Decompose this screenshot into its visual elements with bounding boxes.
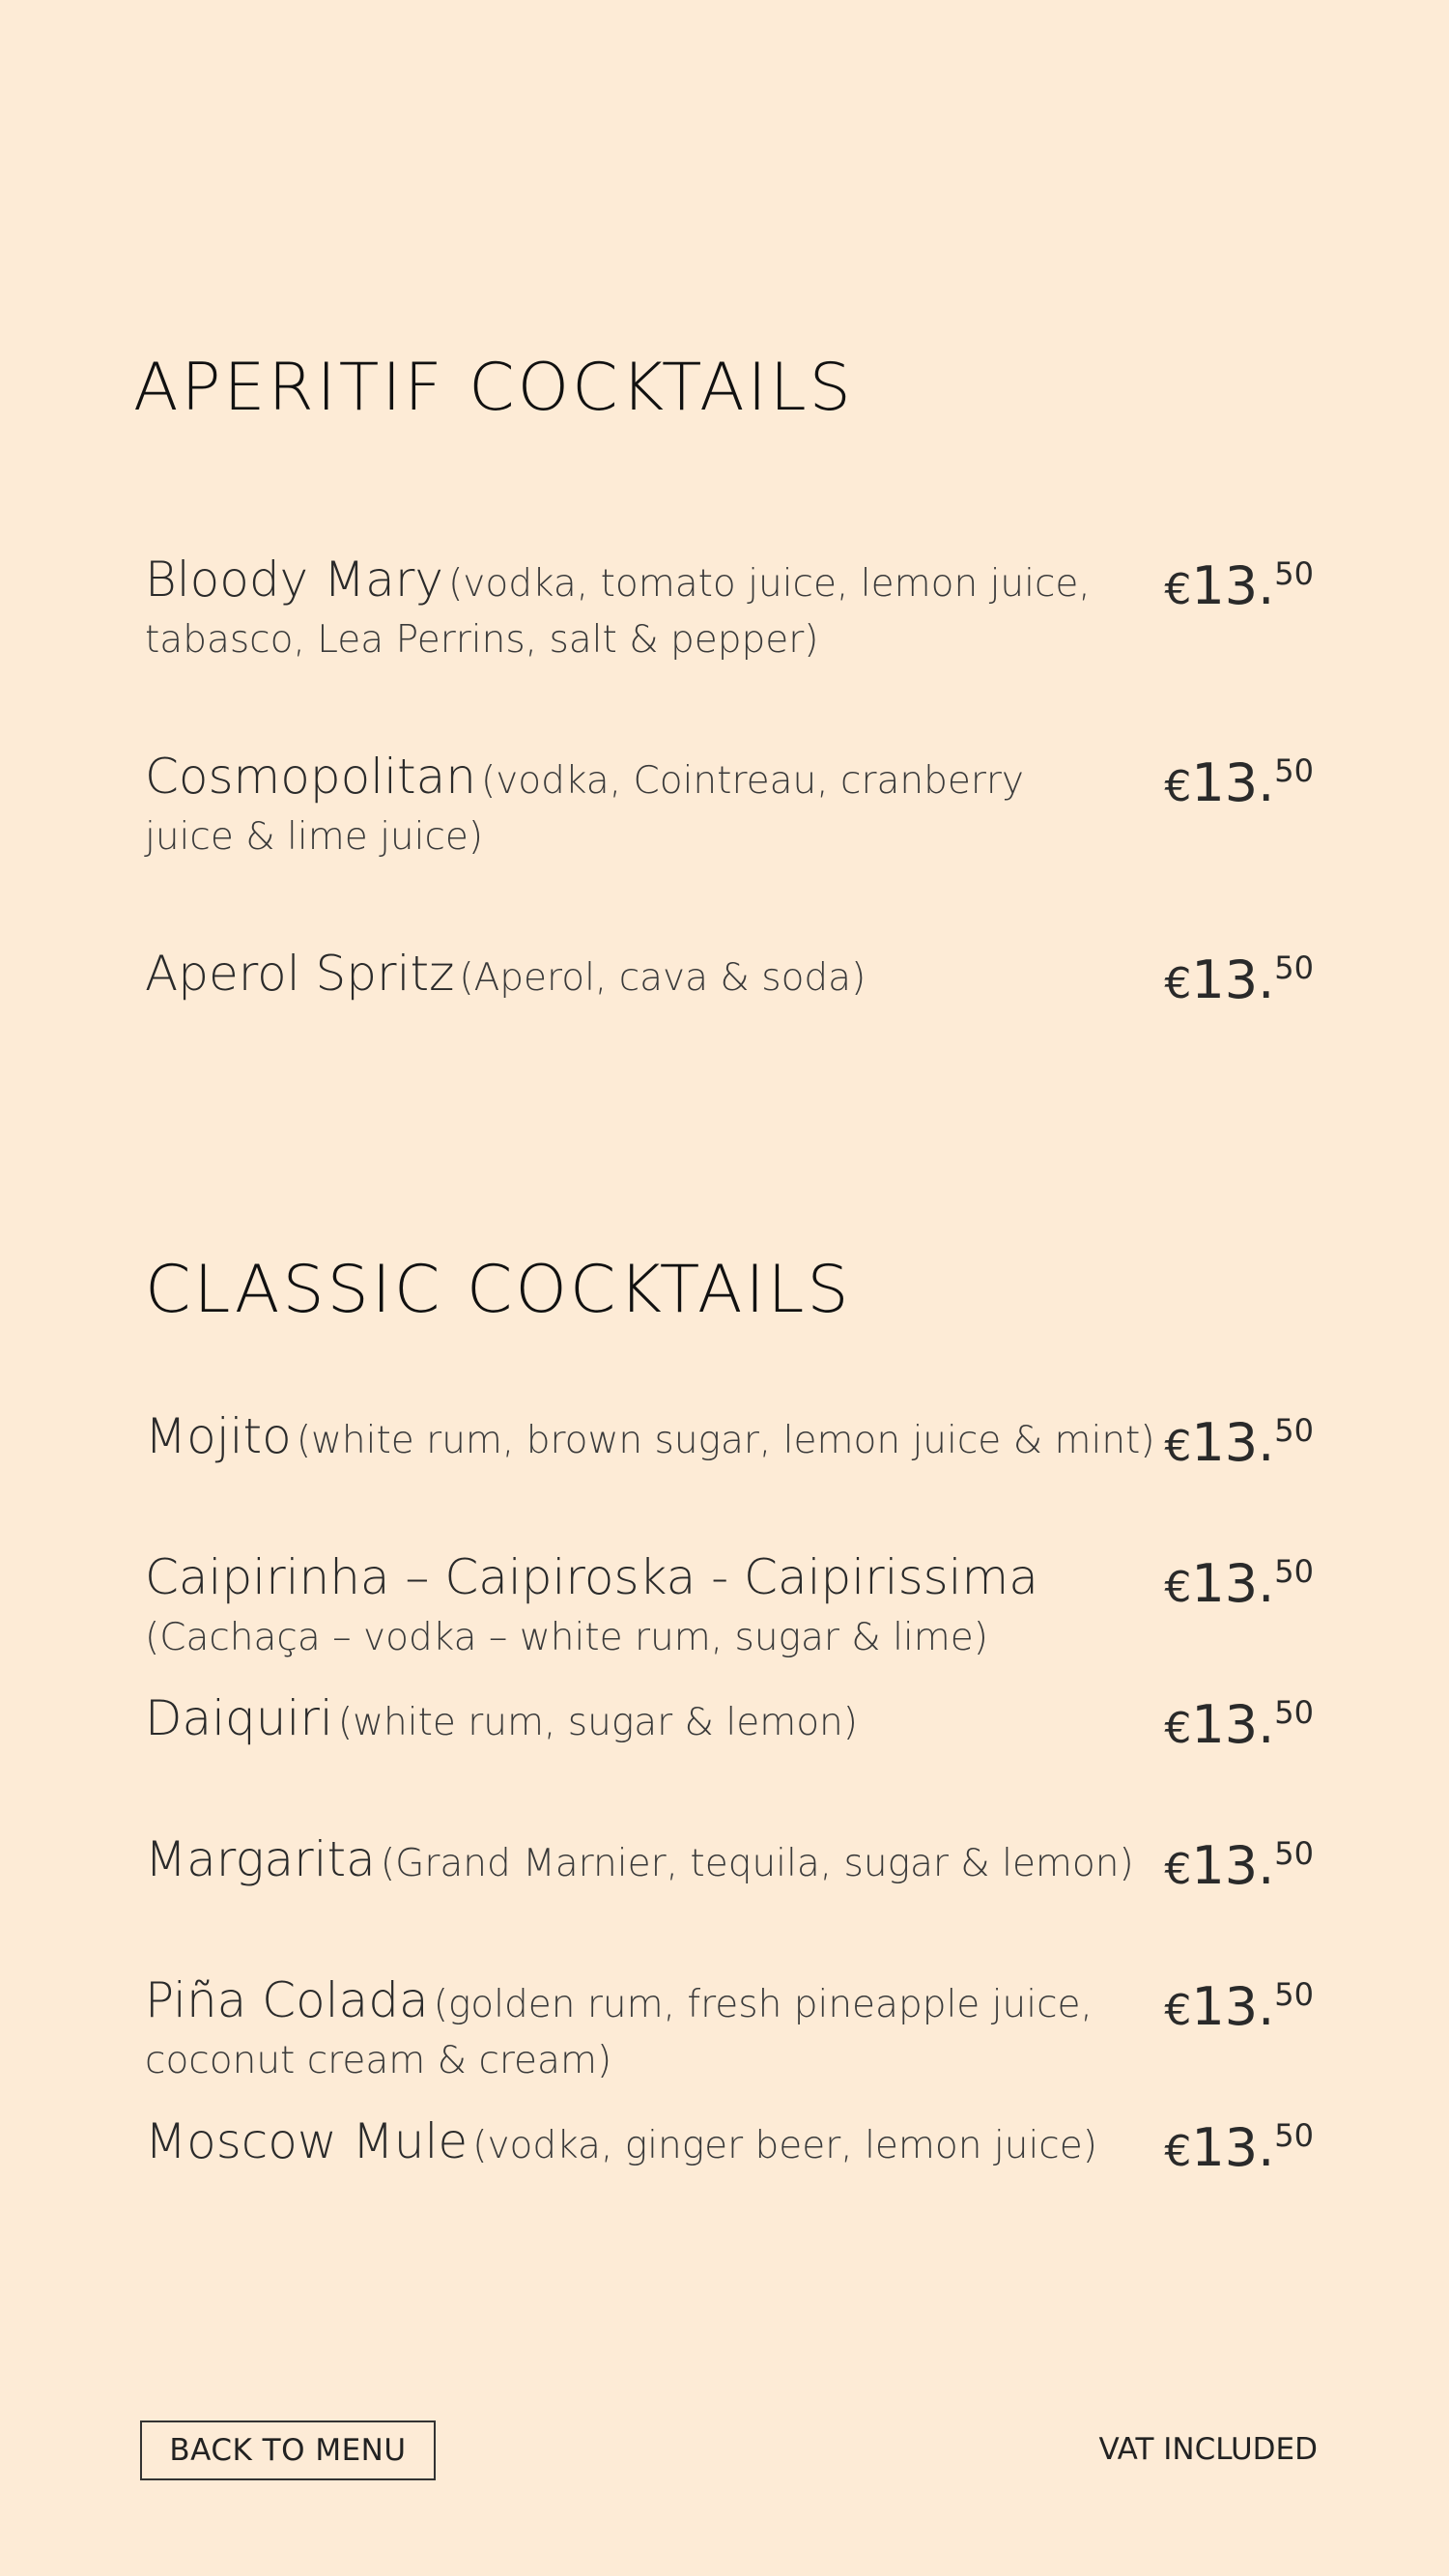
item-price bbox=[1164, 1976, 1314, 2037]
menu-item-bloody-mary bbox=[145, 552, 1314, 671]
item-description: (vodka, Cointreau, cranberry juice & lime juice) bbox=[145, 759, 1025, 859]
price-integer: 13. bbox=[1191, 949, 1275, 1010]
item-name: Caipirinha – Caipiroska - Caipirissima bbox=[145, 1549, 1038, 1605]
price-decimal: 50 bbox=[1274, 752, 1314, 789]
vat-included-note: VAT INCLUDED bbox=[1098, 2432, 1318, 2467]
currency-symbol: € bbox=[1164, 1704, 1192, 1753]
item-price bbox=[1164, 1412, 1314, 1473]
currency-symbol: € bbox=[1164, 762, 1192, 811]
item-description: (Aperol, cava & soda) bbox=[459, 956, 867, 1000]
currency-symbol: € bbox=[1164, 565, 1192, 614]
price-integer: 13. bbox=[1191, 752, 1275, 813]
back-to-menu-button[interactable]: BACK TO MENU bbox=[140, 2420, 436, 2480]
menu-item-margarita bbox=[145, 1831, 1314, 1896]
item-name: Mojito bbox=[145, 1408, 292, 1464]
price-decimal: 50 bbox=[1274, 1412, 1314, 1449]
price-integer: 13. bbox=[1191, 1553, 1275, 1614]
item-name: Cosmopolitan bbox=[145, 749, 476, 805]
menu-item-pina-colada bbox=[145, 1972, 1314, 2092]
section-title-classic: CLASSIC COCKTAILS bbox=[145, 1252, 852, 1328]
price-decimal: 50 bbox=[1274, 1976, 1314, 2013]
item-description: (white rum, brown sugar, lemon juice & mint) bbox=[296, 1419, 1155, 1462]
price-integer: 13. bbox=[1191, 555, 1275, 616]
item-price bbox=[1164, 555, 1314, 616]
currency-symbol: € bbox=[1164, 2127, 1192, 2176]
price-decimal: 50 bbox=[1274, 2117, 1314, 2154]
price-decimal: 50 bbox=[1274, 1553, 1314, 1590]
item-price bbox=[1164, 2117, 1314, 2178]
price-decimal: 50 bbox=[1274, 949, 1314, 986]
item-price bbox=[1164, 752, 1314, 813]
item-name: Moscow Mule bbox=[145, 2113, 469, 2169]
price-integer: 13. bbox=[1191, 1835, 1275, 1896]
price-decimal: 50 bbox=[1274, 555, 1314, 592]
item-price bbox=[1164, 1694, 1314, 1755]
currency-symbol: € bbox=[1164, 1986, 1192, 2035]
price-integer: 13. bbox=[1191, 1412, 1275, 1473]
item-name: Aperol Spritz bbox=[145, 946, 455, 1002]
menu-item-daiquiri bbox=[145, 1690, 1314, 1755]
menu-item-cosmopolitan bbox=[145, 749, 1314, 868]
price-integer: 13. bbox=[1191, 1694, 1275, 1755]
item-name: Piña Colada bbox=[145, 1972, 429, 2028]
item-description: (golden rum, fresh pineapple juice, coconut cream & cream) bbox=[145, 1983, 1093, 2082]
item-name: Bloody Mary bbox=[145, 552, 443, 608]
menu-item-caipirinha bbox=[145, 1549, 1314, 1669]
item-description: (vodka, ginger beer, lemon juice) bbox=[472, 2124, 1097, 2167]
price-integer: 13. bbox=[1191, 1976, 1275, 2037]
price-integer: 13. bbox=[1191, 2117, 1275, 2178]
item-price bbox=[1164, 949, 1314, 1010]
menu-item-aperol-spritz bbox=[145, 946, 1314, 1010]
item-description: (Grand Marnier, tequila, sugar & lemon) bbox=[380, 1842, 1134, 1885]
item-description: (Cachaça – vodka – white rum, sugar & lime) bbox=[145, 1616, 988, 1659]
item-price bbox=[1164, 1835, 1314, 1896]
price-decimal: 50 bbox=[1274, 1694, 1314, 1731]
currency-symbol: € bbox=[1164, 959, 1192, 1008]
currency-symbol: € bbox=[1164, 1422, 1192, 1471]
currency-symbol: € bbox=[1164, 1563, 1192, 1612]
item-description: (white rum, sugar & lemon) bbox=[337, 1701, 858, 1744]
section-title-aperitif: APERITIF COCKTAILS bbox=[133, 350, 854, 426]
currency-symbol: € bbox=[1164, 1845, 1192, 1894]
item-name: Margarita bbox=[145, 1831, 376, 1887]
menu-item-moscow-mule bbox=[145, 2113, 1314, 2178]
price-decimal: 50 bbox=[1274, 1835, 1314, 1872]
item-price bbox=[1164, 1553, 1314, 1614]
item-name: Daiquiri bbox=[145, 1690, 333, 1746]
item-description: (vodka, tomato juice, lemon juice, tabasco, Lea Perrins, salt & pepper) bbox=[145, 562, 1091, 662]
menu-item-mojito bbox=[145, 1408, 1314, 1473]
